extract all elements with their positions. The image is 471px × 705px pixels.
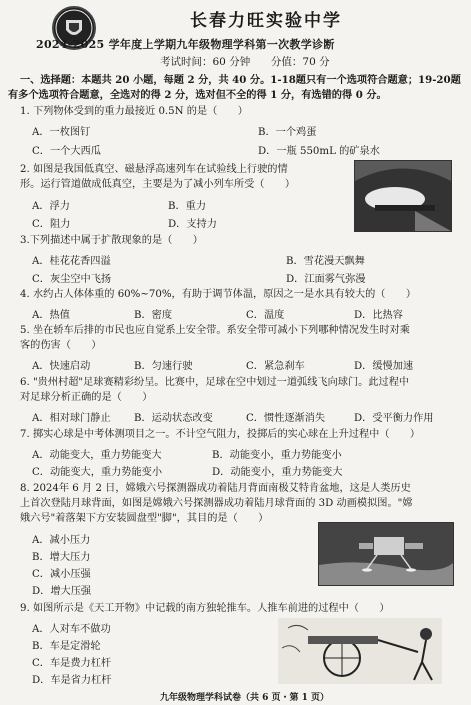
option: B．动能变小，重力势能变小 (212, 450, 342, 461)
option: A．桂花花香四溢 (32, 256, 111, 267)
question-stem: 7. 掷实心球是中考体测项目之一。不计空气阻力，投掷后的实心球在上升过程中（ ） (20, 429, 421, 440)
section-title: 一、选择题：本题共 20 小题，每题 2 分，共 40 分。1-18题只有一个选项符合题意；19-20题 (20, 74, 461, 86)
option: C．惯性逐渐消失 (246, 413, 326, 424)
exam-time: 考试时间：60 分钟 (160, 56, 251, 68)
option: D．增大压强 (32, 586, 92, 597)
option: C．阻力 (32, 219, 71, 230)
option: A．浮力 (32, 201, 70, 212)
option: D．缓慢加速 (354, 361, 414, 372)
question-stem: 客的伤害（ ） (20, 340, 102, 351)
lunar-lander-image (318, 522, 454, 586)
option: B．重力 (168, 201, 207, 212)
option: D．江面雾气弥漫 (286, 274, 366, 285)
option: B．雪花漫天飘舞 (286, 256, 365, 267)
question-stem: 1. 下列物体受到的重力最接近 0.5N 的是（ ） (20, 106, 248, 117)
option: D．受平衡力作用 (354, 413, 434, 424)
question-stem: 2. 如图是我国低真空、磁悬浮高速列车在试验线上行驶的情 (20, 164, 288, 175)
option: C．一个大西瓜 (32, 146, 101, 157)
question-stem: 上首次登陆月球背面，如图是嫦娥六号探测器成功着陆月球背面的 3D 动画模拟图。"嫦 (20, 498, 413, 509)
option: B．增大压力 (32, 552, 91, 563)
question-stem: 3.下列描述中属于扩散现象的是（ ） (20, 235, 203, 246)
option: D．支持力 (168, 219, 217, 230)
option: B．运动状态改变 (134, 413, 213, 424)
option: B．密度 (134, 310, 173, 321)
option: D．车是省力杠杆 (32, 675, 112, 686)
question-stem: 4. 水约占人体体重的 60%~70%，有助于调节体温，原因之一是水具有较大的（ ） (20, 289, 417, 300)
question-stem: 6. "贵州村超"足球赛精彩纷呈。比赛中，足球在空中划过一道弧线飞向球门。此过程中 (20, 377, 410, 388)
school-name: 长春力旺实验中学 (190, 11, 342, 31)
option: A．动能变大，重力势能变大 (32, 450, 162, 461)
wheelbarrow-illustration (278, 618, 442, 684)
question-stem: 形。运行管道做成低真空，主要是为了减小列车所受（ ） (20, 179, 296, 190)
option: A．快速启动 (32, 361, 91, 372)
option: C．减小压强 (32, 569, 91, 580)
option: C．动能变大，重力势能变小 (32, 467, 163, 478)
option: A．相对球门静止 (32, 413, 111, 424)
question-stem: 对足球分析正确的是（ ） (20, 392, 153, 403)
question-stem: 8. 2024年 6 月 2 日，嫦娥六号探测器成功着陆月背面南极艾特肯盆地，这是人类历史 (20, 483, 411, 494)
option: A．一枚图钉 (32, 127, 91, 138)
question-stem: 9. 如图所示是《天工开物》中记载的南方独轮推车。人推车前进的过程中（ ） (20, 603, 390, 614)
option: B．车是定滑轮 (32, 641, 101, 652)
option: C．车是费力杠杆 (32, 658, 112, 669)
question-stem: 娥六号"着落架下方安装圆盘型"脚"，其目的是（ ） (20, 513, 269, 524)
option: B．匀速行驶 (134, 361, 193, 372)
option: A．热值 (32, 310, 70, 321)
option: A．人对车不做功 (32, 624, 111, 635)
option: D．动能变小，重力势能变大 (212, 467, 343, 478)
option: C．温度 (246, 310, 285, 321)
option: C．灰尘空中飞扬 (32, 274, 112, 285)
option: B．一个鸡蛋 (258, 127, 317, 138)
page-footer: 九年级物理学科试卷（共 6 页・第 1 页） (160, 693, 330, 703)
exam-score: 分值：70 分 (270, 56, 330, 68)
option: D．一瓶 550mL 的矿泉水 (258, 146, 380, 157)
exam-title: 2024-2025 学年度上学期九年级物理学科第一次教学诊断 (36, 38, 335, 51)
question-stem: 5. 坐在轿车后排的市民也应自觉系上安全带。系安全带可减小下列哪种情况发生时对乘 (20, 325, 410, 336)
exam-meta (160, 54, 330, 69)
section-title-cont: 有多个选项符合题意，全选对的得 2 分，选对但不全的得 1 分，有选错的得 0 分。 (8, 89, 387, 101)
maglev-train-image (354, 160, 452, 232)
option: D．比热容 (354, 310, 403, 321)
option: C．紧急刹车 (246, 361, 305, 372)
option: A．减小压力 (32, 535, 91, 546)
